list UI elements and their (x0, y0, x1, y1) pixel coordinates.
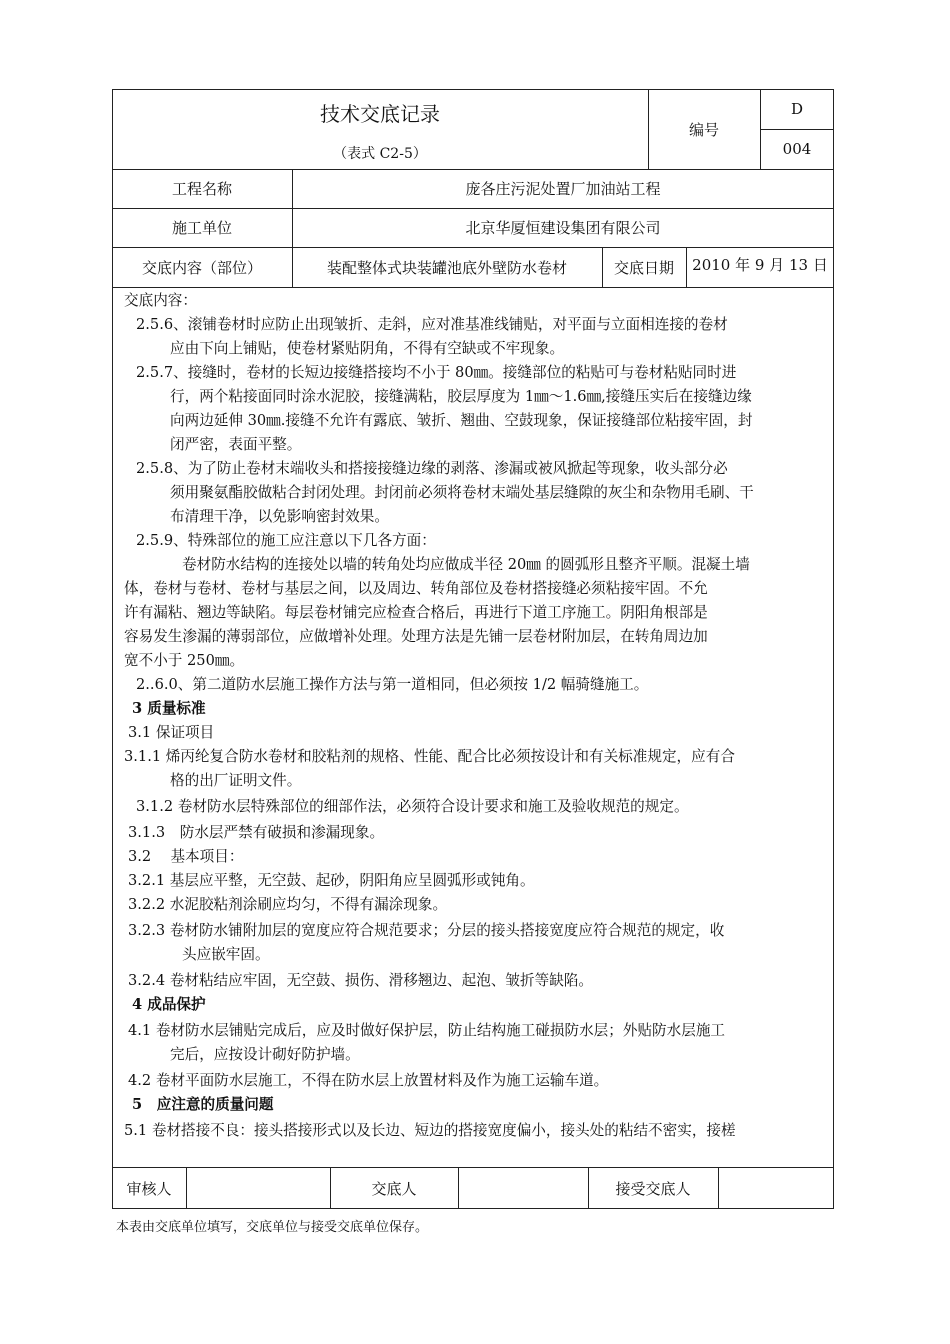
content-line: 行，两个粘接面同时涂水泥胶，接缝满粘，胶层厚度为 1㎜～1.6㎜,接缝压实后在接缝边缘 (170, 388, 752, 405)
content-line: 4.1 卷材防水层铺贴完成后，应及时做好保护层，防止结构施工碰损防水层；外贴防水层施工 (128, 1022, 726, 1039)
number-label: 编号 (688, 120, 719, 139)
content-line: 布清理干净，以免影响密封效果。 (170, 508, 389, 525)
form-code: （表式 C2-5） (333, 146, 427, 162)
content-line: 2.5.9、特殊部位的施工应注意以下几各方面： (136, 532, 436, 549)
content-line: 3.2 基本项目： (128, 848, 244, 865)
content-line: 3.2.4 卷材粘结应牢固，无空鼓、损伤、滑移翘边、起泡、皱折等缺陷。 (128, 972, 593, 989)
content-line: 3.1 保证项目 (128, 724, 215, 741)
number-bottom: 004 (782, 140, 812, 158)
content-line: 3.1.3 防水层严禁有破损和渗漏现象。 (128, 824, 385, 841)
content-line: 头应嵌牢固。 (182, 946, 270, 963)
content-line: 3.2.2 水泥胶粘剂涂刷应均匀，不得有漏涂现象。 (128, 896, 448, 913)
reviewer-label: 审核人 (126, 1179, 172, 1198)
content-line: 向两边延伸 30㎜.接缝不允许有露底、皱折、翘曲、空鼓现象，保证接缝部位粘接牢固，封 (170, 412, 753, 429)
project-name-value: 庞各庄污泥处置厂加油站工程 (465, 180, 661, 198)
content-line: 2.5.7、接缝时，卷材的长短边接缝搭接均不小于 80㎜。接缝部位的粘贴可与卷材粘贴同时进 (136, 364, 737, 381)
contractor-value: 北京华厦恒建设集团有限公司 (465, 219, 661, 237)
divider (112, 1167, 834, 1168)
content-line: 4 成品保护 (132, 996, 206, 1013)
content-line: 容易发生渗漏的薄弱部位，应做增补处理。处理方法是先铺一层卷材附加层，在转角周边加 (124, 628, 708, 645)
content-line: 卷材防水结构的连接处以墙的转角处均应做成半径 20㎜ 的圆弧形且整齐平顺。混凝土墙 (182, 556, 750, 573)
content-line: 完后，应按设计砌好防护墙。 (170, 1046, 360, 1063)
content-label: 交底内容（部位） (141, 258, 262, 277)
divider (186, 1167, 187, 1209)
divider (718, 1167, 719, 1209)
content-line: 2.5.8、为了防止卷材末端收头和搭接接缝边缘的剥落、渗漏或被风掀起等现象，收头部分必 (136, 460, 728, 477)
content-line: 2..6.0、第二道防水层施工操作方法与第一道相同，但必须按 1/2 幅骑缝施工。 (136, 676, 649, 693)
divider (112, 287, 834, 288)
footnote: 本表由交底单位填写，交底单位与接受交底单位保存。 (116, 1220, 429, 1235)
content-line: 许有漏粘、翘边等缺陷。每层卷材铺完应检查合格后，再进行下道工序施工。阴阳角根部是 (124, 604, 708, 621)
content-line: 3.1.2 卷材防水层特殊部位的细部作法，必须符合设计要求和施工及验收规范的规定。 (136, 798, 689, 815)
content-line: 2.5.6、滚铺卷材时应防止出现皱折、走斜，应对准基准线铺贴，对平面与立面相连接的卷材 (136, 316, 728, 333)
content-line: 体，卷材与卷材、卷材与基层之间，以及周边、转角部位及卷材搭接缝必须粘接牢固。不允 (124, 580, 708, 597)
divider (458, 1167, 459, 1209)
number-top: D (790, 100, 804, 118)
content-line: 3.1.1 烯丙纶复合防水卷材和胶粘剂的规格、性能、配合比必须按设计和有关标准规定，应有合 (124, 748, 735, 765)
content-line: 宽不小于 250㎜。 (124, 652, 245, 669)
content-line: 格的出厂证明文件。 (170, 772, 302, 789)
contractor-label: 施工单位 (171, 219, 232, 237)
date-value: 2010 年 9 月 13 日 (692, 255, 828, 274)
content-line: 5.1 卷材搭接不良：接头搭接形式以及长边、短边的搭接宽度偏小，接头处的粘结不密实，接槎 (124, 1122, 736, 1139)
receiver-label: 接受交底人 (615, 1179, 691, 1198)
content-value: 装配整体式块装罐池底外壁防水卷材 (326, 258, 567, 277)
date-label: 交底日期 (613, 258, 674, 277)
project-name-label: 工程名称 (171, 180, 232, 198)
content-line: 3.2.1 基层应平整，无空鼓、起砂，阴阳角应呈圆弧形或钝角。 (128, 872, 535, 889)
content-line: 3 质量标准 (132, 700, 206, 717)
presenter-label: 交底人 (371, 1179, 417, 1198)
content-heading: 交底内容： (124, 292, 197, 309)
content-line: 3.2.3 卷材防水铺附加层的宽度应符合规范要求；分层的接头搭接宽度应符合规范的规定，收 (128, 922, 725, 939)
content-line: 应由下向上铺贴，使卷材紧贴阴角，不得有空缺或不牢现象。 (170, 340, 565, 357)
page-title: 技术交底记录 (320, 101, 440, 126)
content-line: 4.2 卷材平面防水层施工，不得在防水层上放置材料及作为施工运输车道。 (128, 1072, 609, 1089)
content-line: 须用聚氨酯胶做粘合封闭处理。封闭前必须将卷材末端处基层缝隙的灰尘和杂物用毛刷、干 (170, 484, 754, 501)
content-line: 5 应注意的质量问题 (132, 1096, 274, 1113)
content-line: 闭严密，表面平整。 (170, 436, 302, 453)
